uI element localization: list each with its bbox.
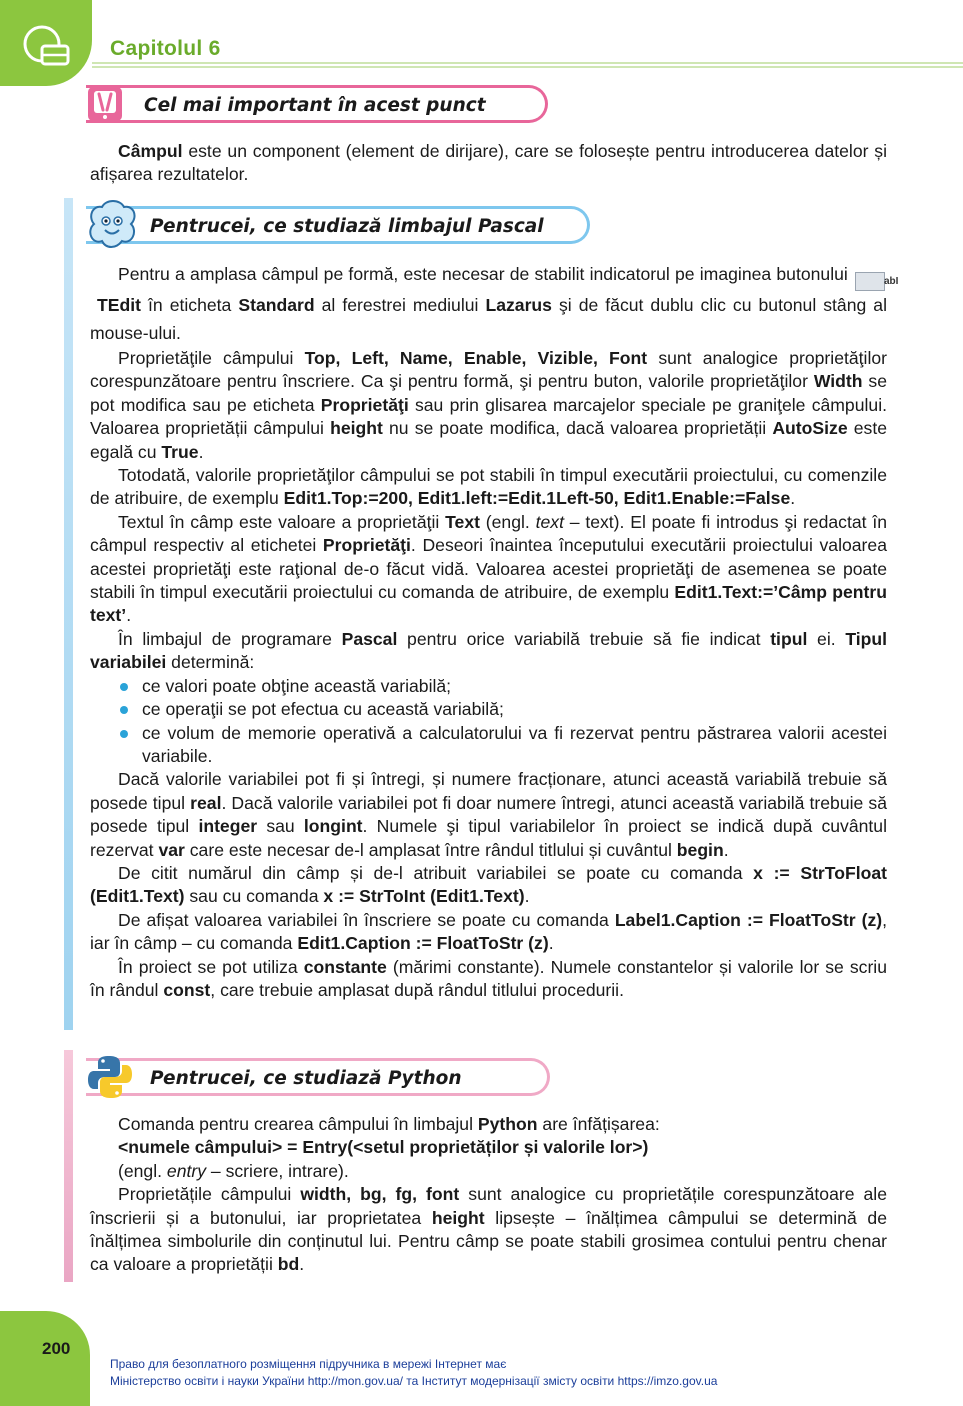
type-properties-list bbox=[90, 675, 887, 769]
tedit-button-icon: abI bbox=[855, 272, 885, 291]
pascal-text bbox=[90, 260, 899, 1002]
computer-chapter-icon bbox=[22, 24, 72, 70]
pascal-paragraph-5: În limbajul de programare Pascal pentru orice variabilă trebuie să fie indicat tipul ei. Tipul variabilei determină: bbox=[90, 628, 888, 673]
list-item: ce operaţii se pot efectua cu această variabilă; bbox=[90, 698, 887, 721]
pascal-side-bar bbox=[64, 198, 73, 1030]
python-paragraph-1: Comanda pentru crearea câmpului în limbajul Python are înfățișarea: bbox=[118, 1114, 660, 1134]
page-number: 200 bbox=[42, 1339, 71, 1358]
header-rule bbox=[92, 62, 963, 68]
pascal-paragraph-4: Textul în câmp este valoare a proprietăţii Text (engl. text – text). El poate fi introdus şi redactat în câmpul respectiv al etichetei Proprietăţi. Deseori înaintea începutului executării proiectului valoarea acestei proprietăţi este raţional de-o făcut vidă. Valoarea acestei proprietăţi de asemenea se poate stabili în timpul executării proiectului cu comanda de atribuire, de exemplu Edit1.Text:=’Câmp pentru text’. bbox=[90, 511, 887, 626]
python-paragraph-3: Proprietățile câmpului width, bg, fg, font sunt analogice cu proprietățile corespunzătoare ale înscrierii și a butonului, iar proprietatea height lipsește – înălțimea câmpului se determină de înălțimea simbolurile din conținutul lui. Pentru câmp se poate stabili grosimea contului pentru chenar ca valoare a proprietății bd. bbox=[90, 1184, 887, 1275]
pascal-paragraph-2: Proprietăţile câmpului Top, Left, Name, Enable, Vizible, Font sunt analogice proprietăţilor corespunzătoare pentru înscriere. Ca şi pentru formă, şi pentru buton, valorile proprietăţilor Width se pot modifica sau pe eticheta Proprietăţi sau prin glisarea marcajelor speciale pe graniţele câmpului. Valoarea proprietății câmpului height nu se poate modifica, dacă valoarea proprietății AutoSize este egală cu True. bbox=[90, 348, 888, 462]
banner-important-title: Cel mai important în acest punct bbox=[144, 95, 486, 116]
chapter-corner-tab bbox=[0, 0, 92, 86]
pascal-paragraph-9: În proiect se pot utiliza constante (mărimi constante). Numele constantelor și valorile lor se scriu în rândul const, care trebuie amplasat după rândul titlului procedurii. bbox=[90, 956, 887, 1000]
banner-pascal-title: Pentrucei, ce studiază limbajul Pascal bbox=[150, 216, 544, 237]
python-entry-syntax: <numele câmpului> = Entry(<setul proprietăților și valorile lor>) bbox=[118, 1137, 649, 1158]
python-logo-icon bbox=[86, 1053, 134, 1101]
footer-copyright bbox=[110, 1356, 717, 1390]
footer-line-1: Право для безоплатного розміщення підручника в мережі Інтернет має bbox=[110, 1357, 507, 1371]
pascal-paragraph-8: De afișat valoarea variabilei în înscriere se poate cu comanda Label1.Caption := FloatToStr (z), iar în câmp – cu comanda Edit1.Caption := FloatToStr (z). bbox=[90, 909, 887, 954]
banner-pascal bbox=[86, 206, 590, 244]
list-item: ce volum de memorie operativă a calculatorului va fi rezervat pentru păstrarea valorii acestei variabile. bbox=[90, 722, 887, 769]
python-text bbox=[90, 1113, 887, 1277]
pascal-paragraph-3: Totodată, valorile proprietăţilor câmpului se pot stabili în timpul executării proiectului, cu comenzile de atribuire, de exemplu Edit1.Top:=200, Edit1.left:=Edit.1Left-50, Edit1.Enable:=False. bbox=[90, 465, 887, 509]
python-paragraph-2: (engl. entry – scriere, intrare). bbox=[118, 1160, 349, 1181]
intro-text: Câmpul este un component (element de dirijare), care se folosește pentru introducerea datelor și afișarea rezultatelor. bbox=[90, 141, 887, 185]
exclamation-icon bbox=[86, 85, 126, 125]
banner-python bbox=[86, 1058, 550, 1096]
pascal-paragraph-7: De citit numărul din câmp și de-l atribuit variabilei se poate cu comanda x := StrToFloat (Edit1.Text) sau cu comanda x := StrToInt (Edit1.Text). bbox=[90, 862, 887, 907]
banner-important bbox=[86, 85, 548, 123]
chapter-title: Capitolul 6 bbox=[110, 37, 221, 60]
banner-python-title: Pentrucei, ce studiază Python bbox=[150, 1068, 462, 1089]
python-side-bar bbox=[64, 1050, 73, 1282]
intro-term: Câmpul bbox=[118, 141, 183, 161]
pascal-paragraph-1: Pentru a amplasa câmpul pe formă, este necesar de stabilit indicatorul pe imaginea butonului abI TEdit în eticheta Standard al ferestrei mediului Lazarus şi de făcut dublu clic cu butonul stâng al mouse-ului. bbox=[90, 264, 899, 343]
pascal-paragraph-6: Dacă valorile variabilei pot fi și întregi, și numere fracționare, atunci această variabilă trebuie să posede tipul real. Dacă valorile variabilei pot fi doar numere întregi, atunci această variabilă trebuie să posede tipul integer sau longint. Numele şi tipul variabilelor în proiect se indică după cuvântul rezervat var care este necesar de-l amplasat între rândul titlului și cuvântul begin. bbox=[90, 769, 887, 860]
footer-line-2: Міністерство освіти і науки України http://mon.gov.ua/ та Інститут модернізації змісту освіти https://imzo.gov.ua bbox=[110, 1374, 718, 1388]
list-item: ce valori poate obţine această variabilă; bbox=[90, 675, 887, 698]
mascot-pascal-icon bbox=[84, 199, 140, 249]
